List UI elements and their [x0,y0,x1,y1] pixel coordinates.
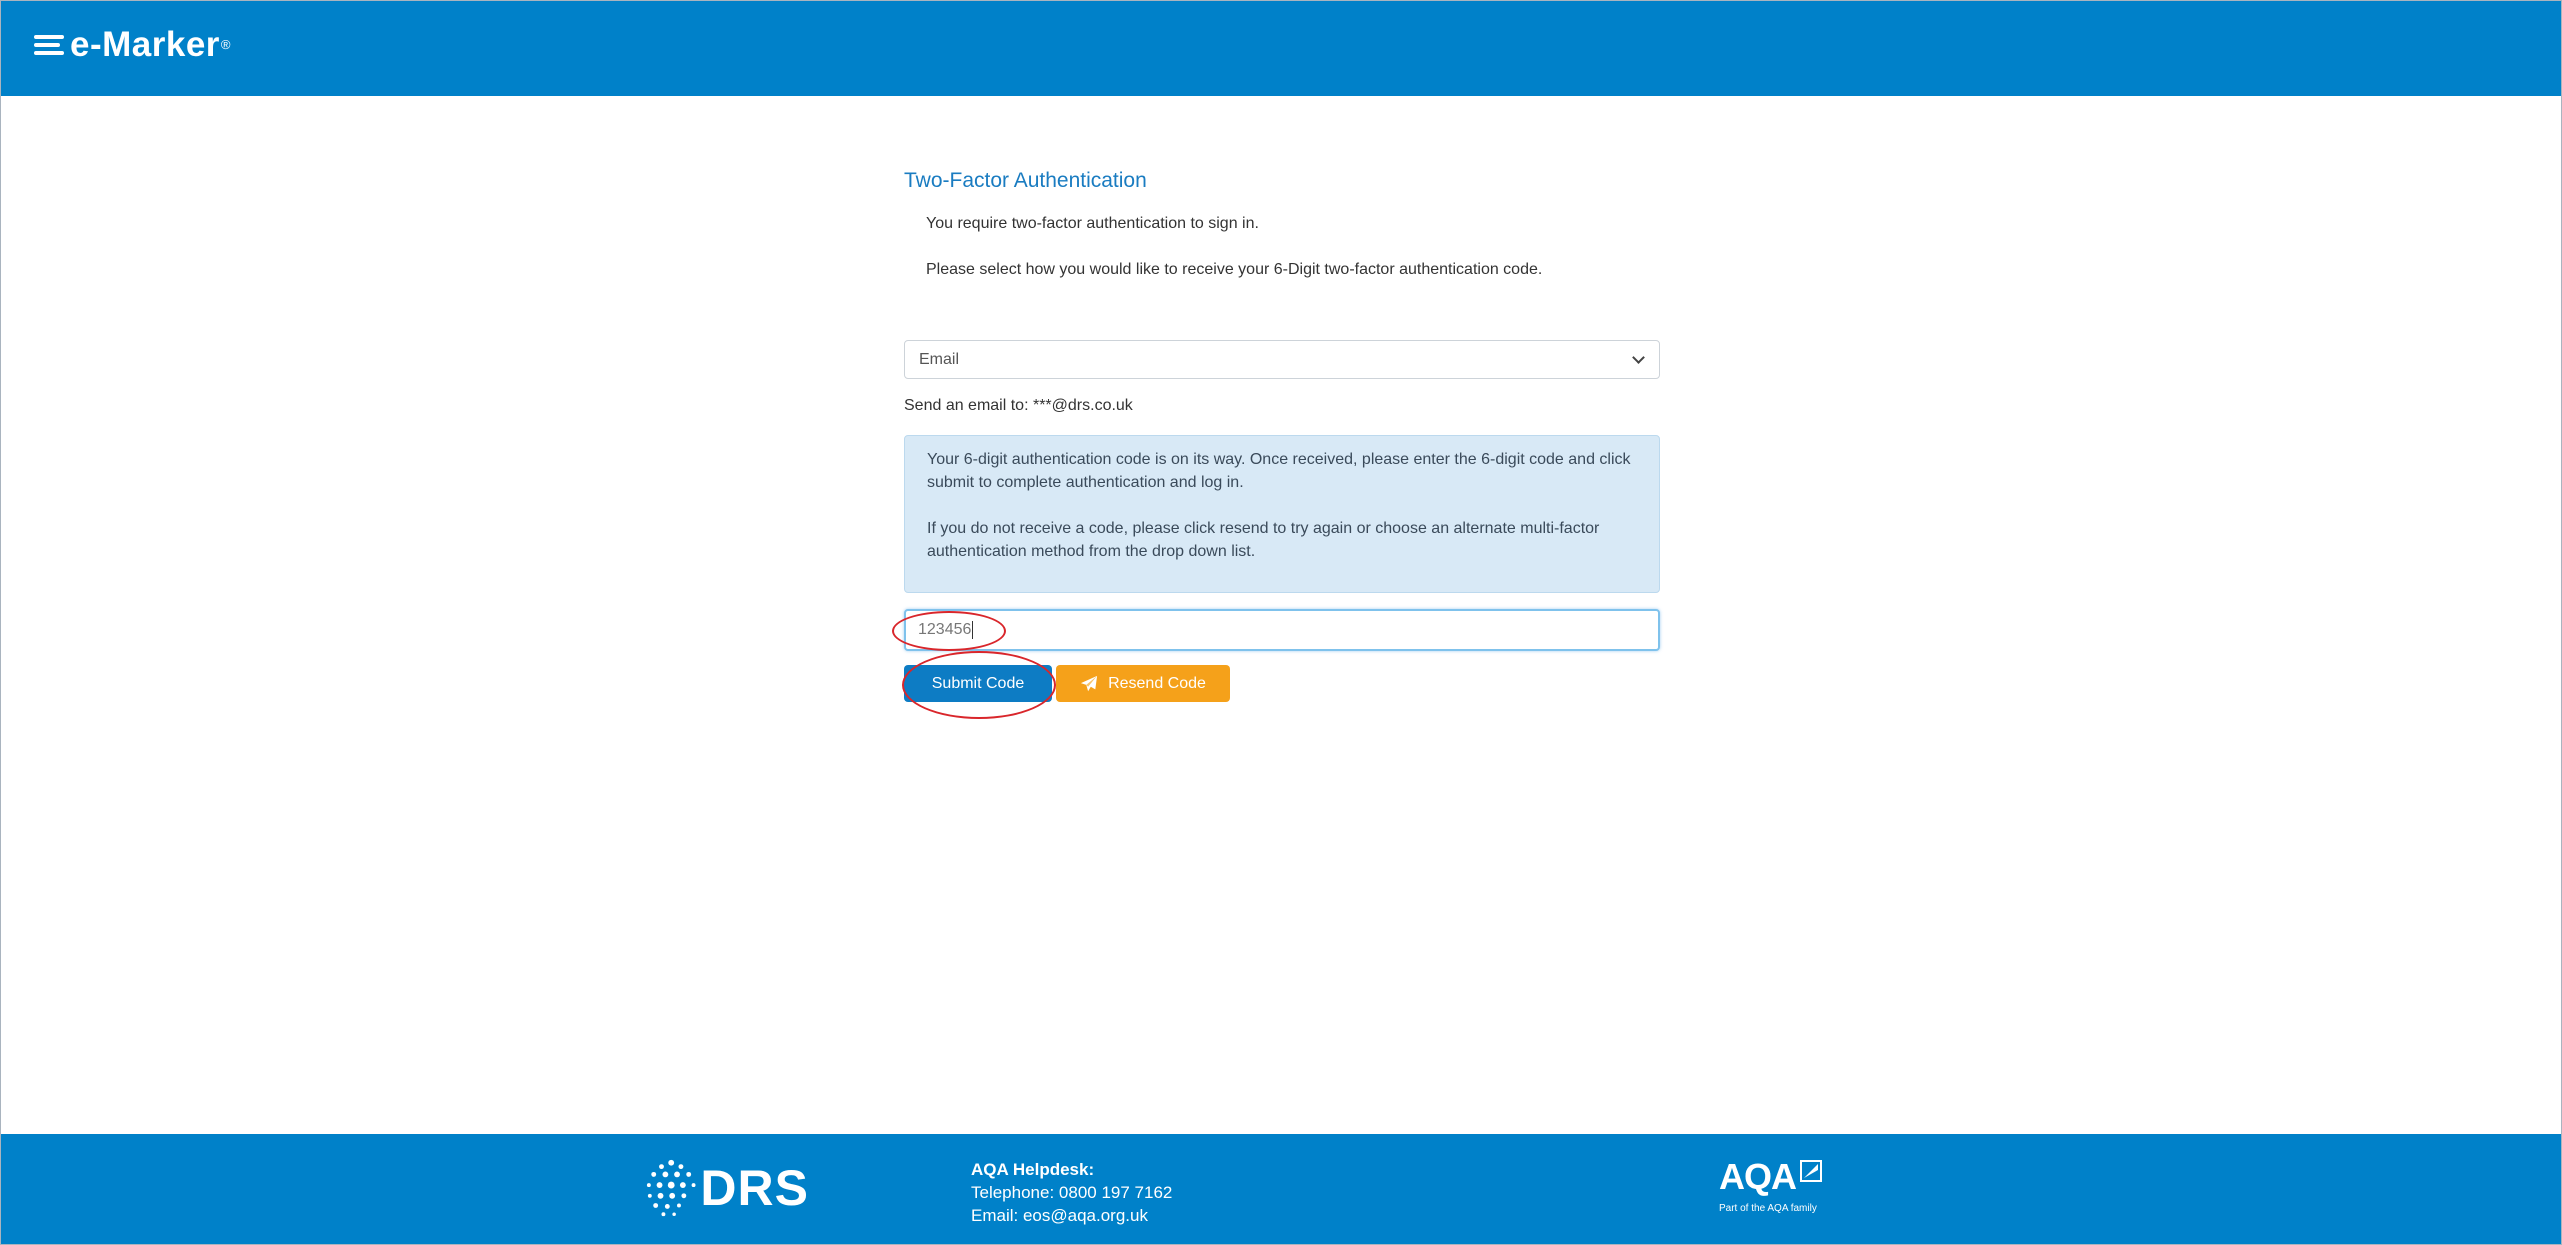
helpdesk-email[interactable]: Email: eos@aqa.org.uk [971,1206,1148,1225]
aqa-tagline: Part of the AQA family [1719,1203,1817,1214]
aqa-text: AQA [1719,1156,1796,1197]
aqa-logo [1719,1158,1829,1222]
auth-code-value: 123456 [918,621,972,638]
drs-dots-icon [644,1158,698,1218]
intro-text: You require two-factor authentication to sign in. [926,215,1259,232]
send-to-text: Send an email to: ***@drs.co.uk [904,397,1133,414]
paper-plane-icon [1080,675,1098,693]
auth-method-selected: Email [919,350,960,368]
drs-text: DRS [700,1160,809,1216]
helpdesk-info [971,1158,1172,1227]
info-alert [904,435,1660,593]
chevron-down-icon [1632,351,1645,364]
emarker-logo[interactable] [34,25,231,65]
aqa-flag-icon [1800,1160,1822,1182]
helpdesk-title: AQA Helpdesk: [971,1160,1095,1179]
auth-code-input[interactable] [904,609,1660,651]
auth-method-select[interactable] [904,340,1660,379]
logo-text: e-Marker [70,25,220,64]
info-line-1: Your 6-digit authentication code is on its way. Once received, please enter the 6-digit code and click submit to complete authentication and log in. [927,451,1631,491]
page-title: Two-Factor Authentication [904,169,1147,192]
info-line-2: If you do not receive a code, please click resend to try again or choose an alternate multi-factor authentication method from the drop down list. [927,520,1600,560]
text-caret [972,621,973,639]
top-header [1,1,2561,96]
submit-code-button[interactable] [904,665,1052,702]
submit-code-label: Submit Code [931,674,1025,692]
page-footer [1,1134,2561,1244]
instruction-text: Please select how you would like to receive your 6-Digit two-factor authentication code. [926,261,1543,278]
resend-code-label: Resend Code [1108,674,1206,692]
logo-lines-icon [34,31,68,59]
logo-registered-mark: ® [220,37,231,52]
helpdesk-telephone: Telephone: 0800 197 7162 [971,1183,1173,1202]
resend-code-button[interactable] [1056,665,1230,702]
drs-logo [644,1156,809,1220]
